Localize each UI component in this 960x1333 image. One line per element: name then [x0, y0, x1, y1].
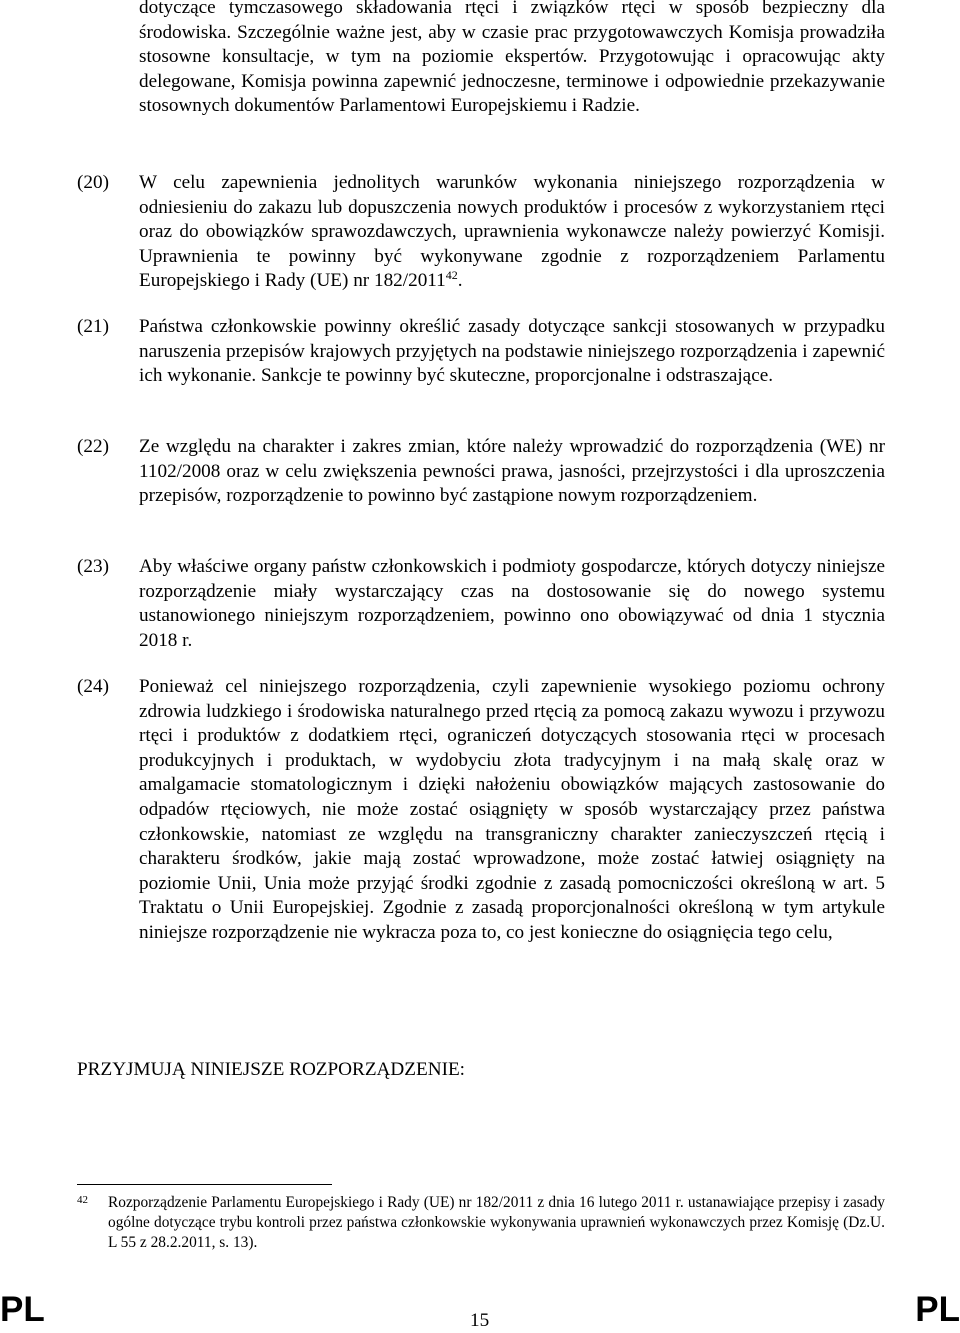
recital-text: Państwa członkowskie powinny określić zasady dotyczące sankcji stosowanych w przypadku naruszenia przepisów krajowych przyjętych na podstawie niniejszego rozporządzenia i zapewnić ich wykonanie. Sankcje te powinny być skuteczne, proporcjonalne i odstraszające. — [139, 316, 885, 387]
footnote-separator — [77, 1184, 332, 1185]
footnote-reference[interactable]: 42 — [445, 268, 458, 283]
recital-text: Aby właściwe organy państw członkowskich i podmioty gospodarcze, których dotyczy niniejsze rozporządzenie miały wystarczający czas na dostosowanie się do nowego systemu ustanowionego niniejszym rozporządzeniem, powinno ono obowiązywać od dnia 1 stycznia 2018 r. — [139, 556, 885, 651]
page-number: 15 — [470, 1310, 490, 1331]
recital-21 — [77, 315, 885, 389]
recital-text: W celu zapewnienia jednolitych warunków wykonania niniejszego rozporządzenia w odniesieniu do zakazu lub dopuszczenia nowych produktów i procesów z wykorzystaniem rtęci oraz do obowiązków sprawozdawczych, uprawnienia wykonawcze należy powierzyć Komisji. Uprawnienia te powinny być wykonywane zgodnie z rozporządzeniem Parlamentu Europejskiego i Rady (UE) nr 182/2011$^{42}$. — [139, 172, 885, 292]
recital-22 — [77, 435, 885, 509]
recital-number: (22) — [77, 436, 109, 457]
recital-text: Ponieważ cel niniejszego rozporządzenia, czyli zapewnienie wysokiego poziomu ochrony zdrowia ludzkiego i środowiska naturalnego przed rtęcią za pomocą zakazu wywozu i przywozu rtęci i produktów z dodatkiem rtęci, ograniczeń dotyczących stosowania rtęci w procesach produkcyjnych i produktach, w wydobyciu złota tradycyjnym i na małą skalę oraz w amalgamacie stomatologicznym i dzięki nałożeniu obowiązków mających zastosowanie do odpadów rtęciowych, nie może zostać osiągnięty w sposób wystarczający przez państwa członkowskie, natomiast ze względu na transgraniczny charakter zanieczyszczeń rtęcią i charakteru środków, jakie mają zostać wprowadzone, może zostać łatwiej osiągnięty na poziomie Unii, Unia może przyjąć środki zgodnie z zasadą pomocniczości określoną w art. 5 Traktatu o Unii Europejskiej. Zgodnie z zasadą proporcjonalności określoną w tym artykule niniejsze rozporządzenie nie wykracza poza to, co jest konieczne do osiągnięcia tego celu, — [139, 676, 885, 943]
recital-number: (21) — [77, 316, 109, 337]
language-code-right: PL — [915, 1290, 960, 1329]
adoption-formula: PRZYJMUJĄ NINIEJSZE ROZPORZĄDZENIE: — [77, 1059, 466, 1080]
recital-number: (20) — [77, 172, 109, 193]
footnote-number: 42 — [77, 1194, 88, 1206]
recital-number: (24) — [77, 676, 109, 697]
language-code-left: PL — [0, 1290, 45, 1329]
recital-number: (23) — [77, 556, 109, 577]
recital-23 — [77, 555, 885, 653]
recital-text: Ze względu na charakter i zakres zmian, które należy wprowadzić do rozporządzenia (WE) nr 1102/2008 oraz w celu zwiększenia pewności prawa, jasności, przejrzystości i dla uproszczenia przepisów, rozporządzenie to powinno być zastąpione nowym rozporządzeniem. — [139, 436, 885, 507]
recital-24 — [77, 675, 885, 946]
recital-20 — [77, 171, 885, 294]
footnote-text: Rozporządzenie Parlamentu Europejskiego i Rady (UE) nr 182/2011 z dnia 16 lutego 2011 r. ustanawiające przepisy i zasady ogólne dotyczące trybu kontroli przez państwa członkowskie wykonywania uprawnień wykonawczych przez Komisję (Dz.U. L 55 z 28.2.2011, s. 13). — [108, 1194, 885, 1251]
continued-paragraph: dotyczące tymczasowego składowania rtęci i związków rtęci w sposób bezpieczny dla środowiska. Szczególnie ważne jest, aby w czasie prac przygotowawczych Komisja prowadziła stosowne konsultacje, w tym na poziomie ekspertów. Przygotowując i opracowując akty delegowane, Komisja powinna zapewnić jednoczesne, terminowe i odpowiednie przekazywanie stosownych dokumentów Parlamentowi Europejskiemu i Radzie. — [139, 0, 885, 117]
footnote — [77, 1193, 885, 1252]
